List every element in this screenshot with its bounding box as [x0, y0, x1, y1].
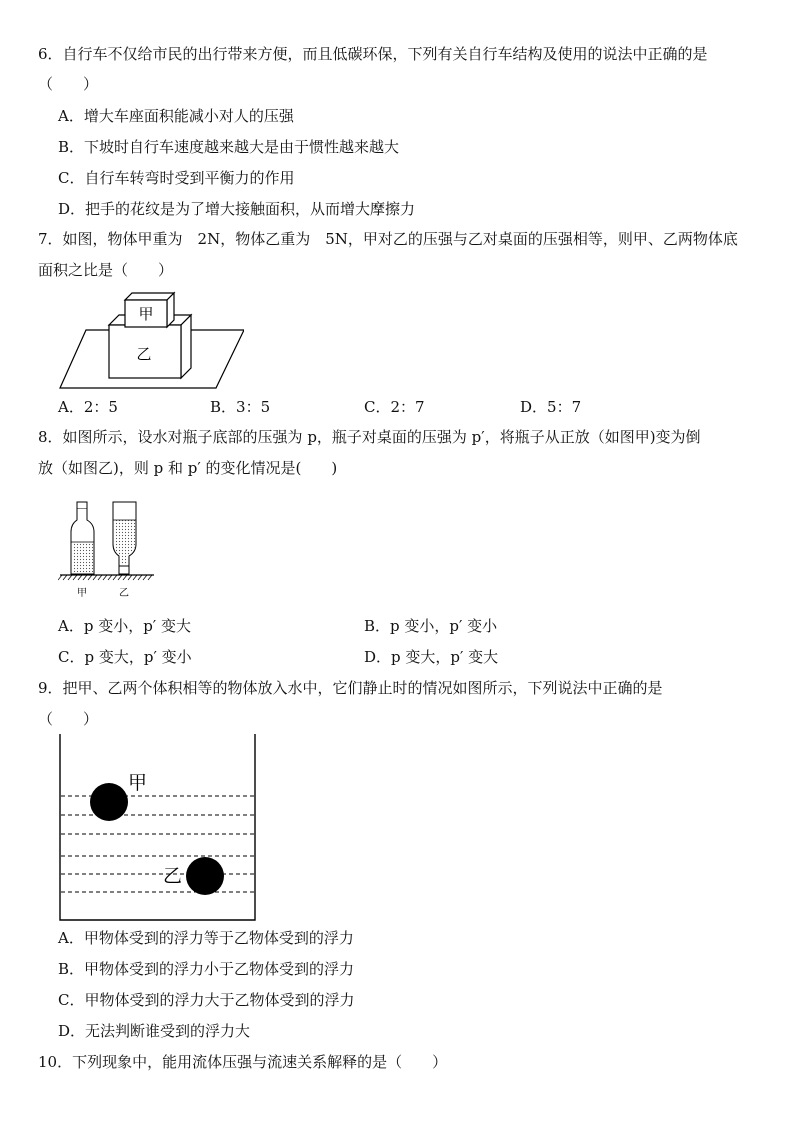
q7-label-yi: 乙	[136, 345, 152, 363]
q7-option-c: C．2：7	[364, 398, 425, 416]
q8-bottle-upright	[71, 502, 94, 574]
q8-table-hatching	[58, 575, 152, 580]
q6-option-a: A．增大车座面积能减小对人的压强	[58, 107, 294, 125]
q6-option-c: C．自行车转弯时受到平衡力的作用	[58, 169, 295, 187]
q9-stem-line1: 9．把甲、乙两个体积相等的物体放入水中，它们静止时的情况如图所示，下列说法中正确的是	[38, 679, 663, 697]
q8-stem-line2: 放（如图乙)，则 p 和 p′ 的变化情况是( )	[38, 459, 338, 477]
q9-label-jia: 甲	[128, 772, 148, 794]
q6-stem-line1: 6．自行车不仅给市民的出行带来方便，而且低碳环保，下列有关自行车结构及使用的说法中正确的是	[38, 45, 708, 63]
q6-option-b: B．下坡时自行车速度越来越大是由于惯性越来越大	[58, 138, 400, 156]
q7-label-jia: 甲	[138, 305, 154, 323]
q8-option-d: D．p 变大，p′ 变大	[364, 648, 499, 666]
q8-option-c: C．p 变大，p′ 变小	[58, 648, 192, 666]
q7-stem-line1: 7．如图，物体甲重为 2N，物体乙重为 5N，甲对乙的压强与乙对桌面的压强相等，则甲、乙两物体底	[38, 230, 738, 248]
q6-option-d: D．把手的花纹是为了增大接触面积，从而增大摩擦力	[58, 200, 416, 218]
q7-option-a: A．2：5	[58, 398, 118, 416]
q8-option-b: B．p 变小，p′ 变小	[364, 617, 498, 635]
q7-option-b: B．3：5	[210, 398, 271, 416]
q8-option-a: A．p 变小，p′ 变大	[58, 617, 191, 635]
q9-ball-yi	[186, 857, 224, 895]
q8-label-yi: 乙	[119, 588, 129, 599]
q10-stem-line1: 10．下列现象中，能用流体压强与流速关系解释的是（ ）	[38, 1053, 448, 1071]
q8-bottle-inverted	[113, 502, 136, 574]
q9-option-d: D．无法判断谁受到的浮力大	[58, 1022, 251, 1040]
q7-option-d: D．5：7	[520, 398, 582, 416]
q7-stem-line2: 面积之比是（ ）	[38, 261, 174, 279]
q9-stem-line2: （ ）	[38, 710, 99, 728]
q9-option-c: C．甲物体受到的浮力大于乙物体受到的浮力	[58, 991, 355, 1009]
q8-figure-bottles	[58, 498, 158, 600]
q7-figure-stacked-blocks	[58, 290, 244, 390]
q9-ball-jia	[90, 783, 128, 821]
q9-option-b: B．甲物体受到的浮力小于乙物体受到的浮力	[58, 960, 355, 978]
q8-stem-line1: 8．如图所示，设水对瓶子底部的压强为 p，瓶子对桌面的压强为 p′，将瓶子从正放（如图甲)变为倒	[38, 428, 701, 446]
q9-water-lines	[61, 796, 254, 892]
q6-stem-line2: （ ）	[38, 75, 99, 93]
q9-figure-water-tank	[58, 734, 258, 924]
q9-option-a: A．甲物体受到的浮力等于乙物体受到的浮力	[58, 929, 354, 947]
q9-label-yi: 乙	[163, 865, 183, 887]
q8-label-jia: 甲	[77, 588, 87, 599]
